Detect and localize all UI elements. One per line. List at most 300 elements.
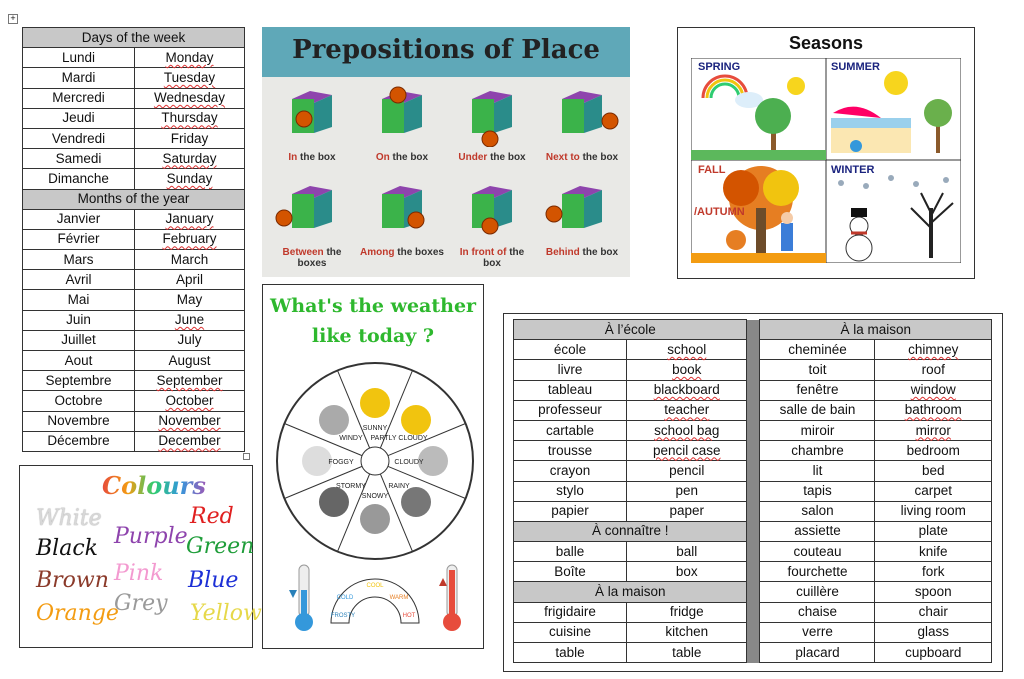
english-cell-text: glass — [917, 624, 949, 640]
french-cell-text: Aout — [64, 352, 93, 368]
french-cell-text: crayon — [549, 462, 591, 478]
weather-segment-label: PARTLY CLOUDY — [370, 434, 428, 442]
english-cell-text: June — [174, 312, 205, 328]
season-label-spring: SPRING — [698, 61, 741, 73]
english-cell — [627, 562, 747, 582]
french-cell-text: Dimanche — [48, 170, 109, 186]
french-cell — [514, 380, 627, 400]
table-row — [23, 149, 245, 169]
column-gutter — [747, 481, 760, 501]
english-cell — [135, 48, 245, 68]
french-cell-text: stylo — [556, 483, 584, 499]
temperature-gauge — [325, 577, 425, 625]
weather-segment-label: FOGGY — [328, 459, 354, 466]
english-cell — [627, 360, 747, 380]
french-cell-text: Octobre — [54, 392, 103, 408]
french-cell-text: tableau — [547, 382, 593, 398]
french-cell-text: Boîte — [554, 563, 586, 579]
english-cell-text: table — [672, 644, 702, 660]
french-cell — [514, 542, 627, 562]
preposition-rest: the boxes — [297, 247, 342, 269]
french-cell-text: verre — [802, 624, 833, 640]
french-cell — [23, 431, 135, 451]
english-cell — [875, 542, 992, 562]
column-gutter — [747, 420, 760, 440]
english-cell-text: book — [672, 361, 702, 377]
french-cell — [514, 562, 627, 582]
weather-segment-label: SUNNY — [362, 425, 388, 432]
weather-segment-label: RAINY — [388, 483, 410, 491]
box-and-ball-icon — [270, 180, 354, 242]
column-gutter — [747, 622, 760, 642]
french-cell-text: salle de bain — [779, 402, 856, 418]
preposition-caption — [540, 247, 624, 258]
box-and-ball-icon — [450, 85, 534, 147]
french-cell — [760, 622, 875, 642]
french-cell — [760, 542, 875, 562]
french-cell-text: Février — [57, 231, 100, 247]
column-gutter — [747, 400, 760, 420]
english-cell-text: fridge — [669, 604, 704, 620]
english-cell — [627, 501, 747, 521]
english-cell-text: November — [158, 413, 221, 429]
table-row — [23, 229, 245, 249]
french-cell-text: toit — [808, 361, 827, 377]
french-cell-text: chambre — [791, 442, 844, 458]
english-cell-text: bathroom — [904, 402, 962, 418]
french-cell-text: placard — [795, 644, 840, 660]
french-cell-text: papier — [551, 503, 589, 519]
weather-icon — [360, 388, 390, 418]
weather-poster — [262, 284, 484, 649]
french-cell — [23, 351, 135, 371]
column-gutter — [747, 542, 760, 562]
english-cell-text: carpet — [914, 483, 952, 499]
table-row — [23, 411, 245, 431]
preposition-rest: the boxes — [397, 247, 444, 258]
english-cell — [135, 310, 245, 330]
english-cell-text: school bag — [654, 422, 720, 438]
french-cell-text: tapis — [803, 483, 832, 499]
table-row — [23, 250, 245, 270]
french-cell — [23, 371, 135, 391]
temperature-label: COOL — [366, 583, 384, 589]
season-label-fall: FALL — [698, 164, 726, 176]
english-cell-text: window — [910, 382, 956, 398]
french-cell — [23, 330, 135, 350]
box-and-ball-icon — [540, 85, 624, 147]
english-cell — [627, 340, 747, 360]
french-cell — [514, 441, 627, 461]
english-cell — [135, 229, 245, 249]
school-home-table — [513, 319, 992, 663]
seasons-title: Seasons — [788, 33, 864, 53]
english-cell-text: March — [170, 251, 209, 267]
english-cell-text: Friday — [170, 130, 209, 146]
english-cell-text: October — [165, 392, 214, 408]
box-and-ball-icon — [360, 85, 444, 147]
english-cell-text: bedroom — [906, 442, 960, 458]
english-cell — [135, 351, 245, 371]
column-gutter — [747, 501, 760, 521]
french-cell-text: Septembre — [45, 372, 112, 388]
column-gutter — [747, 320, 760, 340]
table-row — [514, 501, 992, 521]
french-cell — [23, 310, 135, 330]
table-row — [23, 290, 245, 310]
english-cell-text: pen — [675, 483, 698, 499]
section-header-text: À l’école — [604, 321, 656, 337]
english-cell — [875, 441, 992, 461]
english-cell-text: spoon — [914, 584, 952, 600]
english-cell-text: December — [158, 433, 221, 449]
english-cell — [875, 340, 992, 360]
french-cell-text: Avril — [65, 271, 92, 287]
section-header — [23, 189, 245, 209]
french-cell-text: professeur — [538, 402, 602, 418]
preposition-word: Under — [458, 152, 488, 163]
french-cell — [760, 400, 875, 420]
english-cell-text: pencil case — [652, 442, 721, 458]
weather-icon — [401, 405, 431, 435]
weather-icon — [319, 405, 349, 435]
english-cell-text: August — [168, 352, 211, 368]
colour-word: Green — [186, 534, 255, 559]
french-cell-text: école — [553, 341, 587, 357]
english-cell — [875, 643, 992, 663]
french-cell-text: lit — [812, 462, 823, 478]
french-cell-text: Jeudi — [62, 110, 95, 126]
section-header-text: À la maison — [840, 321, 912, 337]
preposition-word: Among — [360, 247, 395, 258]
english-cell-text: plate — [918, 523, 948, 539]
english-cell — [135, 149, 245, 169]
section-header — [514, 320, 747, 340]
days-months-table-container — [22, 27, 245, 452]
english-cell — [627, 481, 747, 501]
french-cell — [23, 270, 135, 290]
english-cell-text: paper — [669, 503, 704, 519]
french-cell-text: assiette — [794, 523, 841, 539]
column-gutter — [747, 360, 760, 380]
box-and-ball-icon — [270, 85, 354, 147]
french-cell — [23, 250, 135, 270]
french-cell-text: Mai — [67, 292, 90, 308]
section-header — [514, 582, 747, 602]
english-cell — [875, 602, 992, 622]
english-cell — [135, 330, 245, 350]
temperature-label: COLD — [336, 595, 354, 601]
table-header-row — [23, 28, 245, 48]
french-cell-text: couteau — [793, 543, 842, 559]
preposition-caption — [450, 247, 534, 269]
preposition-word: Next to — [545, 152, 580, 163]
french-cell-text: cuisine — [548, 624, 592, 640]
english-cell-text: Wednesday — [153, 90, 226, 106]
weather-title-line1: What's the weather — [269, 295, 477, 317]
english-cell-text: July — [177, 332, 202, 348]
table-row — [23, 351, 245, 371]
preposition-item — [450, 85, 534, 177]
french-cell — [760, 441, 875, 461]
french-cell-text: fenêtre — [796, 382, 839, 398]
english-cell — [627, 420, 747, 440]
table-row — [23, 330, 245, 350]
french-cell — [760, 380, 875, 400]
french-cell-text: Mercredi — [52, 90, 105, 106]
english-cell — [135, 169, 245, 189]
column-gutter — [747, 521, 760, 541]
table-row — [514, 622, 992, 642]
french-cell-text: Juin — [66, 312, 91, 328]
french-cell — [760, 643, 875, 663]
table-row — [23, 209, 245, 229]
french-cell — [514, 400, 627, 420]
english-cell — [135, 431, 245, 451]
french-cell-text: Janvier — [56, 211, 101, 227]
english-cell — [627, 441, 747, 461]
preposition-caption — [360, 152, 444, 163]
colour-word: White — [36, 506, 102, 531]
french-cell — [23, 149, 135, 169]
preposition-caption — [360, 247, 444, 258]
column-gutter — [747, 380, 760, 400]
english-cell — [875, 521, 992, 541]
table-row — [514, 542, 992, 562]
thermometer-cold-icon — [285, 560, 315, 635]
english-cell — [135, 108, 245, 128]
french-cell — [760, 481, 875, 501]
english-cell — [135, 270, 245, 290]
weather-wheel — [275, 349, 475, 581]
french-cell — [760, 360, 875, 380]
preposition-rest: the box — [490, 152, 526, 163]
table-row — [514, 562, 992, 582]
colours-title: Colours — [102, 471, 206, 500]
english-cell-text: Tuesday — [163, 69, 216, 85]
colour-word: Purple — [114, 524, 188, 549]
preposition-word: In front of — [459, 247, 507, 258]
french-cell-text: fourchette — [787, 563, 848, 579]
french-cell — [23, 88, 135, 108]
french-cell — [514, 461, 627, 481]
french-cell — [514, 501, 627, 521]
english-cell — [875, 380, 992, 400]
weather-segment-label: SNOWY — [361, 493, 389, 500]
english-cell — [135, 250, 245, 270]
temperature-label: WARM — [389, 595, 409, 601]
french-cell — [760, 602, 875, 622]
french-cell-text: frigidaire — [544, 604, 596, 620]
english-cell — [135, 88, 245, 108]
preposition-item — [450, 180, 534, 272]
french-cell — [514, 602, 627, 622]
preposition-item — [540, 180, 624, 272]
english-cell — [627, 622, 747, 642]
english-cell-text: blackboard — [653, 382, 720, 398]
preposition-rest: the box — [300, 152, 336, 163]
english-cell — [875, 481, 992, 501]
english-cell-text: February — [162, 231, 217, 247]
french-cell-text: cuillère — [796, 584, 839, 600]
weather-segment-label: WINDY — [339, 434, 363, 442]
temperature-label: HOT — [402, 613, 416, 619]
english-cell-text: fork — [921, 563, 945, 579]
french-cell — [760, 340, 875, 360]
table-row — [514, 643, 992, 663]
english-cell — [627, 400, 747, 420]
temperature-label: FROSTY — [330, 613, 356, 619]
table-row — [514, 320, 992, 340]
english-cell-text: Sunday — [166, 170, 213, 186]
preposition-word: Behind — [545, 247, 580, 258]
table-row — [514, 481, 992, 501]
french-cell-text: Mardi — [61, 69, 96, 85]
table-row — [514, 360, 992, 380]
french-cell — [23, 68, 135, 88]
english-cell — [875, 360, 992, 380]
prepositions-poster — [262, 27, 630, 277]
french-cell-text: Décembre — [47, 433, 110, 449]
section-header — [760, 320, 992, 340]
box-and-ball-icon — [450, 180, 534, 242]
weather-icon — [360, 504, 390, 534]
french-cell-text: Mars — [63, 251, 94, 267]
column-gutter — [747, 643, 760, 663]
preposition-word: In — [288, 152, 298, 163]
english-cell — [875, 562, 992, 582]
preposition-caption — [270, 247, 354, 269]
weather-segment-label: CLOUDY — [394, 459, 424, 466]
seasons-poster — [677, 27, 975, 279]
colour-word: Brown — [36, 568, 109, 593]
french-cell — [23, 209, 135, 229]
prepositions-title: Prepositions of Place — [292, 35, 600, 65]
preposition-word: Between — [282, 247, 324, 258]
table-row — [23, 431, 245, 451]
french-cell — [514, 481, 627, 501]
preposition-item — [270, 180, 354, 272]
table-row — [23, 68, 245, 88]
french-cell — [23, 169, 135, 189]
french-cell-text: cartable — [545, 422, 595, 438]
english-cell-text: mirror — [915, 422, 951, 438]
season-label-winter: WINTER — [831, 164, 875, 176]
table-row — [23, 391, 245, 411]
english-cell — [135, 411, 245, 431]
french-cell — [514, 643, 627, 663]
french-cell-text: balle — [555, 543, 585, 559]
table-row — [23, 128, 245, 148]
preposition-caption — [540, 152, 624, 163]
table-row — [514, 461, 992, 481]
table-row — [23, 108, 245, 128]
french-cell — [760, 420, 875, 440]
english-cell — [135, 128, 245, 148]
table-row — [23, 88, 245, 108]
french-cell — [760, 582, 875, 602]
preposition-item — [270, 85, 354, 177]
french-cell — [514, 340, 627, 360]
english-cell-text: April — [175, 271, 203, 287]
french-cell-text: table — [555, 644, 585, 660]
english-cell — [627, 602, 747, 622]
french-cell-text: trousse — [547, 442, 593, 458]
english-cell-text: September — [156, 372, 223, 388]
preposition-caption — [270, 152, 354, 163]
french-cell — [23, 108, 135, 128]
weather-title-line2: like today ? — [311, 325, 435, 347]
french-cell-text: Vendredi — [51, 130, 106, 146]
english-cell-text: teacher — [664, 402, 710, 418]
english-cell-text: living room — [900, 503, 966, 519]
english-cell-text: Saturday — [162, 150, 217, 166]
section-header-text: Days of the week — [81, 29, 186, 45]
colour-word: Red — [190, 504, 234, 529]
preposition-item — [360, 180, 444, 272]
preposition-caption — [450, 152, 534, 163]
section-header — [514, 521, 747, 541]
table-row — [514, 340, 992, 360]
section-header-text: À la maison — [594, 584, 666, 600]
english-cell — [875, 461, 992, 481]
section-header-text: À connaître ! — [591, 523, 669, 539]
french-cell-text: chaise — [797, 604, 837, 620]
days-months-table — [22, 27, 245, 452]
english-cell — [875, 501, 992, 521]
table-resize-handle[interactable] — [243, 453, 250, 460]
season-label-summer: SUMMER — [831, 61, 880, 73]
french-cell — [23, 290, 135, 310]
section-header — [23, 28, 245, 48]
column-gutter — [747, 562, 760, 582]
table-row — [23, 310, 245, 330]
weather-segment-label: STORMY — [336, 483, 366, 491]
english-cell — [875, 400, 992, 420]
table-row — [23, 270, 245, 290]
seasons-illustration — [691, 58, 961, 263]
english-cell — [627, 542, 747, 562]
colours-panel — [19, 465, 262, 648]
french-cell-text: Lundi — [61, 49, 96, 65]
preposition-rest: the box — [582, 152, 619, 163]
french-cell-text: salon — [801, 503, 834, 519]
preposition-item — [360, 85, 444, 177]
preposition-word: On — [375, 152, 390, 163]
column-gutter — [747, 441, 760, 461]
english-cell — [135, 209, 245, 229]
colour-word: Black — [36, 536, 98, 561]
column-gutter — [747, 461, 760, 481]
english-cell — [135, 371, 245, 391]
table-move-handle[interactable]: + — [8, 14, 18, 24]
table-header-row — [23, 189, 245, 209]
french-cell — [23, 48, 135, 68]
preposition-rest: the box — [392, 152, 429, 163]
english-cell — [875, 420, 992, 440]
colour-word: Orange — [36, 601, 119, 626]
english-cell-text: ball — [676, 543, 698, 559]
french-cell-text: miroir — [800, 422, 835, 438]
english-cell — [135, 68, 245, 88]
table-row — [514, 441, 992, 461]
english-cell-text: pencil — [669, 462, 705, 478]
table-row — [514, 602, 992, 622]
column-gutter — [747, 602, 760, 622]
weather-icon — [401, 487, 431, 517]
english-cell — [627, 461, 747, 481]
english-cell-text: chair — [918, 604, 948, 620]
